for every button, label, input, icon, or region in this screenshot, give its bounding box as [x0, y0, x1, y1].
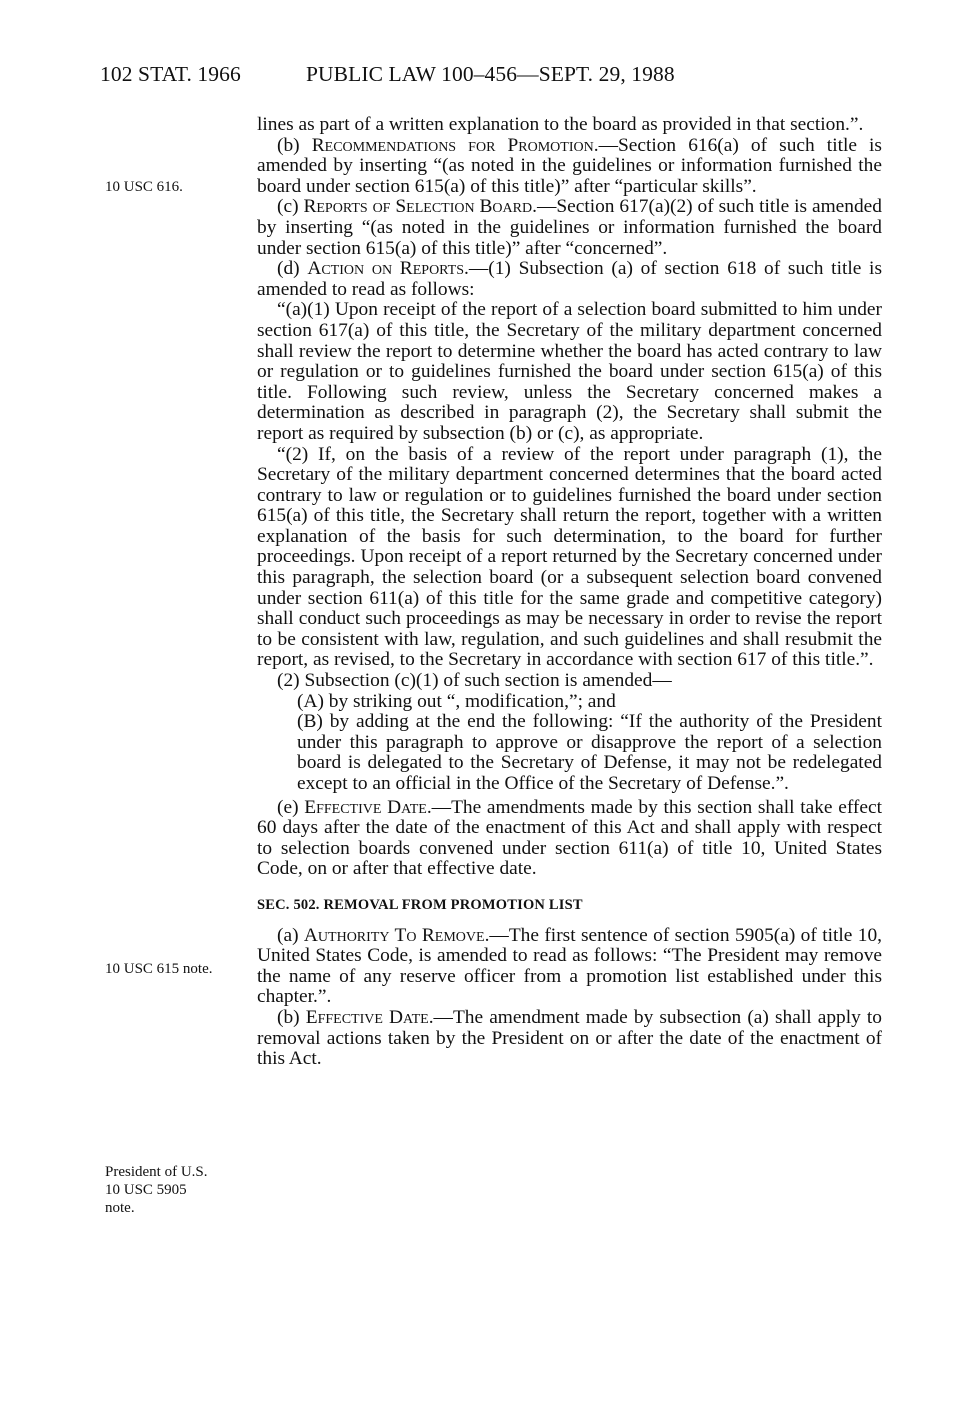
subsection-heading: Effective Date. [305, 1006, 434, 1028]
subsection-label: (b) [277, 134, 312, 156]
stat-page-number: 102 STAT. 1966 [100, 62, 241, 86]
sec-502-subsection-b [257, 1008, 882, 1070]
subsection-text: —The first sentence of section 5905(a) of title 10, United States Code, is amended to read as follows: “The President may remove the name of any reserve officer from a promotion list established under this chapter.”. [257, 924, 883, 1008]
subsection-text: —The amendment made by subsection (a) shall apply to removal actions taken by the President on or after the date of the enactment of this Act. [257, 1006, 882, 1070]
margin-note-line: 10 USC 5905 [105, 1182, 187, 1198]
subsection-d [257, 259, 882, 300]
section-heading: SEC. 502. REMOVAL FROM PROMOTION LIST [257, 896, 583, 913]
subsection-heading: Recommendations for Promotion. [311, 134, 599, 156]
subsection-text: —(1) Subsection (a) of section 618 of such title is amended to read as follows: [257, 258, 882, 300]
subsection-label: (a) [277, 924, 304, 946]
subsection-heading: Reports of Selection Board. [303, 196, 537, 218]
subsection-label: (d) [277, 258, 308, 280]
quoted-paragraph-a1: “(a)(1) Upon receipt of the report of a selection board submitted to him under section 617(a) of this title, the Secretary of the military department concerned shall review the report to determine whether the board has acted contrary to law or regulation or to guidelines furnished the board under section 615(a) of this title. Following such review, unless the Secretary concerned makes a determination as described in paragraph (2), the Secretary shall submit the report as required by subsection (b) or (c), as appropriate. [257, 299, 882, 444]
clause-B: (B) by adding at the end the following: “If the authority of the President under this paragraph to approve or disapprove the report of a selection board is delegated to the Secretary of Defense, it may not be redelegated except to an official in the Office of the Secretary of Defense.”. [297, 711, 882, 794]
quoted-paragraph-a2: “(2) If, on the basis of a review of the report under paragraph (1), the Secretary of the military department concerned determines that the board acted contrary to law or regulation or to guidelines furnished the board under section 615(a) of this title, the Secretary shall return the report, together with a written explanation of the basis for such determination, to the board for further proceedings. Upon receipt of a report returned by the Secretary concerned under this paragraph, the selection board (or a subsequent selection board convened under section 611(a) of this title for the same grade and competitive category) shall conduct such proceedings as may be necessary in order to revise the report to be consistent with law, regulation, and such guidelines and shall resubmit the report, as revised, to the Secretary in accordance with section 617 of this title.”. [257, 443, 882, 671]
continuation-paragraph: lines as part of a written explanation to the board as provided in that section.”. [257, 114, 864, 135]
subsection-text: —The amendments made by this section shall take effect 60 days after the date of the enactment of this Act and shall apply with respect to selection boards convened under section 611(a) of title 10, United States Code, on or after that effective date. [257, 796, 882, 880]
subsection-e [257, 798, 882, 880]
page-header [100, 62, 914, 92]
subsection-text: —Section 617(a)(2) of such title is amended by inserting “(as noted in the guidelines or information furnished the board under section 615(a) of this title)” after “concerned”. [257, 196, 882, 259]
subsection-heading: Action on Reports. [307, 258, 469, 280]
clause-A: (A) by striking out “, modification,”; and [297, 690, 616, 712]
margin-note-line: note. [105, 1200, 135, 1216]
margin-note-10-usc-615-note: 10 USC 615 note. [105, 961, 213, 977]
subsection-heading: Effective Date. [304, 796, 432, 818]
body-text [257, 115, 882, 1070]
subsection-c [257, 197, 882, 259]
subsection-label: (b) [277, 1006, 306, 1028]
margin-note-president [105, 1163, 245, 1217]
subsection-b [257, 136, 882, 198]
margin-note-line: President of U.S. [105, 1164, 208, 1180]
public-law-title: PUBLIC LAW 100–456—SEPT. 29, 1988 [306, 62, 675, 86]
subsection-label: (e) [277, 796, 305, 818]
margin-note-10-usc-616: 10 USC 616. [105, 179, 183, 195]
paragraph-d2: (2) Subsection (c)(1) of such section is amended— [277, 670, 672, 692]
subsection-label: (c) [277, 196, 304, 218]
sec-502-subsection-a [257, 926, 882, 1008]
subsection-text: —Section 616(a) of such title is amended by inserting “(as noted in the guidelines or information furnished the board under section 615(a) of this title)” after “particular skills”. [257, 134, 882, 197]
subsection-heading: Authority To Remove. [303, 924, 490, 946]
